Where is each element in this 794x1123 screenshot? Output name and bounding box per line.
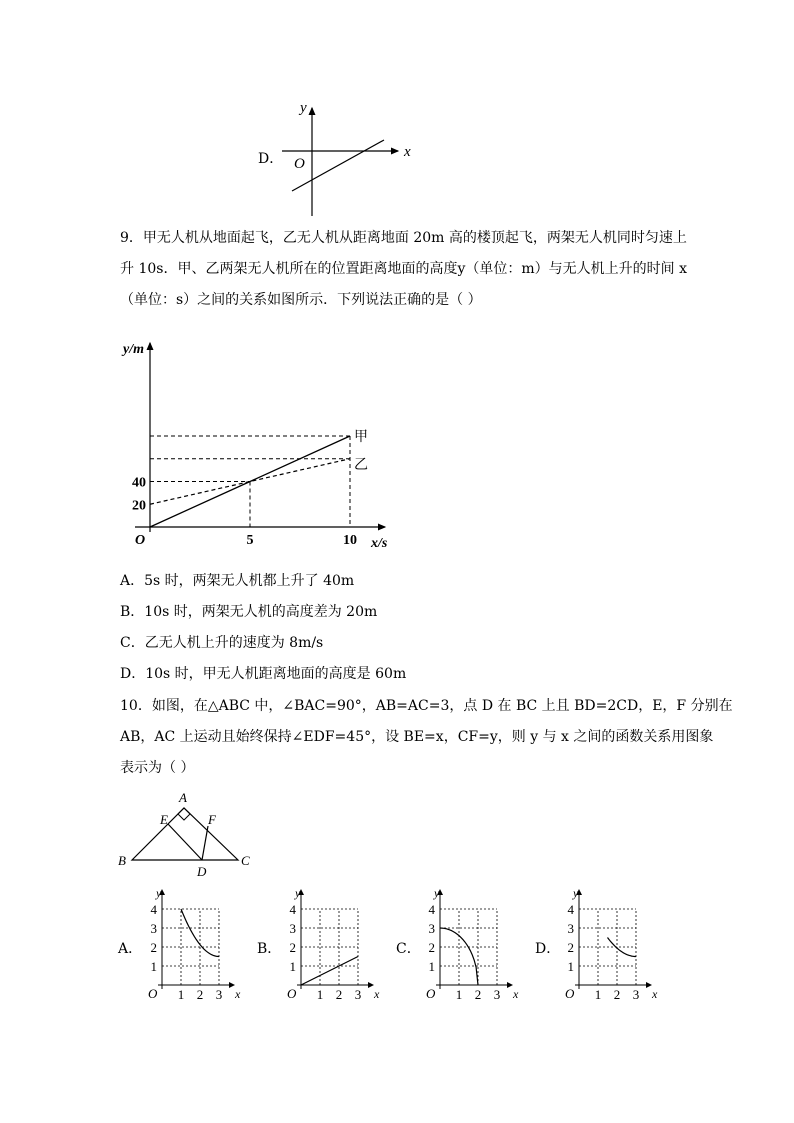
origin-label: O (294, 156, 305, 172)
mini-x-tick: 1 (177, 987, 185, 1002)
series-jia-label: 甲 (354, 430, 368, 445)
label-a: A (179, 790, 187, 805)
q9-option-a: A．5s 时，两架无人机都上升了 40m (120, 573, 355, 589)
mini-y-tick: 2 (567, 940, 574, 955)
mini-x-label: x (374, 987, 380, 1001)
chart-y-label: y/m (123, 342, 144, 357)
q10-option-graph (130, 885, 250, 1003)
y-tick-40: 40 (132, 475, 146, 491)
right-angle-mark (178, 808, 190, 820)
q10-option-graph (408, 885, 528, 1003)
label-c: C (241, 853, 250, 868)
mini-y-tick: 1 (289, 959, 296, 974)
label-b: B (118, 853, 126, 868)
q8-option-d-label: D． (258, 151, 284, 167)
q10-triangle-figure (112, 788, 262, 880)
mini-x-tick: 1 (316, 987, 324, 1002)
mini-y-tick: 2 (150, 940, 157, 955)
mini-y-tick: 3 (567, 921, 574, 936)
mini-x-tick: 3 (493, 987, 501, 1002)
mini-y-tick: 2 (428, 940, 435, 955)
label-e: E (160, 812, 168, 827)
q10-option-graph (269, 885, 389, 1003)
mini-x-label: x (513, 987, 519, 1001)
mini-x-label: x (652, 987, 658, 1001)
q9-option-d: D．10s 时，甲无人机距离地面的高度是 60m (120, 666, 407, 682)
triangle-abc (132, 808, 238, 860)
mini-x-tick: 2 (196, 987, 204, 1002)
mini-y-tick: 4 (150, 902, 157, 917)
label-f: F (208, 812, 216, 827)
q10-line-3: 表示为（ ） (120, 760, 195, 776)
segment-ed (168, 824, 202, 860)
q10-option-graph (547, 885, 667, 1003)
x-axis-label: x (404, 144, 411, 160)
mini-y-label: y (434, 886, 440, 900)
segment-df (202, 826, 208, 860)
mini-y-tick: 3 (428, 921, 435, 936)
mini-x-tick: 2 (335, 987, 343, 1002)
mini-x-label: x (235, 987, 241, 1001)
q10-line-1: 10．如图，在△ABC 中，∠BAC=90°，AB=AC=3，点 D 在 BC 上且 BD=2CD，E，F 分别在 (120, 698, 733, 714)
x-tick-5: 5 (246, 533, 254, 548)
mini-y-tick: 4 (428, 902, 435, 917)
mini-origin-label: O (426, 986, 436, 1001)
mini-y-tick: 4 (289, 902, 296, 917)
x-tick-10: 10 (343, 533, 357, 548)
mini-origin-label: O (148, 986, 158, 1001)
label-d: D (197, 864, 207, 879)
mini-y-tick: 1 (567, 959, 574, 974)
series-yi-label: 乙 (354, 457, 368, 473)
function-curve (301, 957, 358, 986)
y-tick-20: 20 (132, 498, 146, 514)
y-axis-label: y (300, 100, 307, 116)
chart-origin-label: O (135, 533, 146, 548)
chart-x-label: x/s (371, 536, 388, 551)
mini-y-tick: 2 (289, 940, 296, 955)
q9-option-b: B．10s 时，两架无人机的高度差为 20m (120, 604, 378, 620)
mini-x-tick: 2 (613, 987, 621, 1002)
mini-x-tick: 3 (215, 987, 223, 1002)
mini-y-label: y (295, 886, 301, 900)
q10-line-2: AB，AC 上运动且始终保持∠EDF=45°，设 BE=x，CF=y，则 y 与 x 之间的函数关系用图象 (120, 729, 714, 745)
mini-x-tick: 1 (455, 987, 463, 1002)
q10-option-label: A． (118, 941, 143, 957)
mini-origin-label: O (565, 986, 575, 1001)
q9-option-c: C．乙无人机上升的速度为 8m/s (120, 635, 324, 651)
mini-x-tick: 1 (594, 987, 602, 1002)
mini-y-tick: 1 (150, 959, 157, 974)
mini-y-tick: 1 (428, 959, 435, 974)
q9-line-3: （单位：s）之间的关系如图所示．下列说法正确的是（ ） (120, 292, 482, 308)
mini-origin-label: O (287, 986, 297, 1001)
mini-y-label: y (156, 886, 162, 900)
mini-y-tick: 3 (150, 921, 157, 936)
mini-x-tick: 2 (474, 987, 482, 1002)
mini-x-tick: 3 (354, 987, 362, 1002)
q9-chart (115, 335, 405, 555)
q9-line-1: 9．甲无人机从地面起飞，乙无人机从距离地面 20m 高的楼顶起飞，两架无人机同时匀速上 (120, 230, 687, 246)
q10-option-label: C． (396, 941, 421, 957)
mini-x-tick: 3 (632, 987, 640, 1002)
q10-option-label: B． (257, 941, 282, 957)
q9-line-2: 升 10s．甲、乙两架无人机所在的位置距离地面的高度y（单位：m）与无人机上升的时间 x (120, 261, 687, 277)
graph-line (292, 140, 384, 191)
q10-option-label: D． (535, 941, 561, 957)
mini-y-tick: 3 (289, 921, 296, 936)
mini-y-tick: 4 (567, 902, 574, 917)
mini-y-label: y (573, 886, 579, 900)
q8-option-d-graph (270, 96, 420, 221)
